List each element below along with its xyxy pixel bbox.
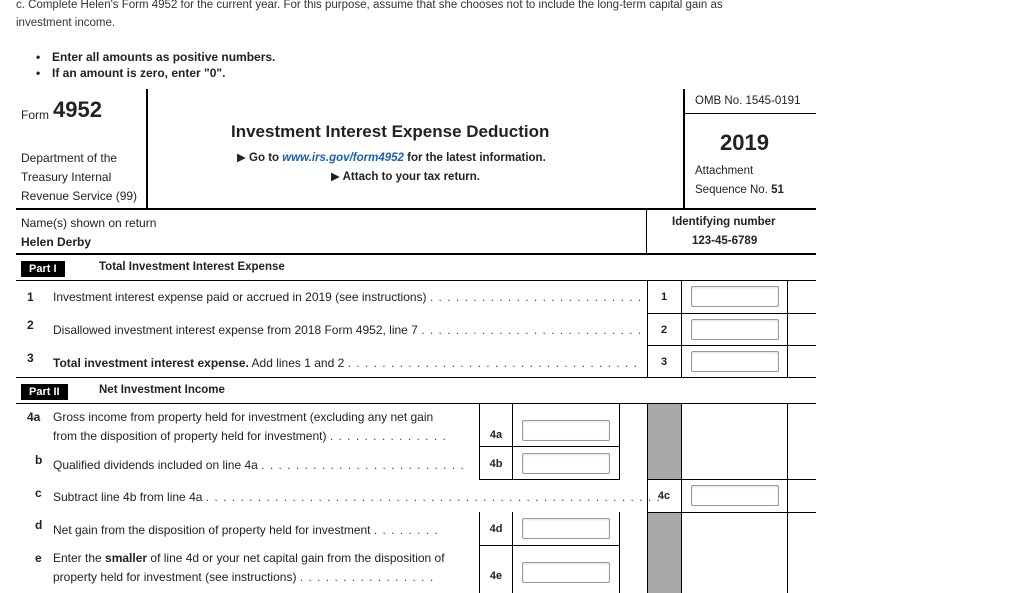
line-4d-text: Net gain from the disposition of property held for investment . . . . . . . .	[53, 523, 439, 537]
line-4c-box-label: 4c	[657, 490, 671, 502]
part2-col-divider-c	[787, 404, 788, 593]
part1-row-rule-2	[647, 345, 816, 346]
line-4b-amount-input[interactable]	[522, 453, 610, 474]
header-bottom-rule	[16, 208, 816, 210]
prompt-text	[16, 0, 723, 11]
line-4c-text: Subtract line 4b from line 4a . . . . . . . . . . . . . . . . . . . . . . . . . . . . . . . . . . . . . . . . . . . . . . . . . . . . .	[53, 490, 661, 504]
form-title: Investment Interest Expense Deduction	[231, 122, 550, 141]
id-number: 123-45-6789	[692, 235, 758, 247]
line-4d-box-label: 4d	[489, 523, 503, 535]
line-3-text: Total investment interest expense. Add lines 1 and 2 . . . . . . . . . . . . . . . . . . . . . . . . . . . . . . . . . .	[53, 356, 638, 370]
sequence-number: Sequence No. 51	[695, 184, 784, 196]
line-4e-text-2: property held for investment (see instructions) . . . . . . . . . . . . . . . .	[53, 570, 435, 584]
part1-badge: Part I	[21, 261, 65, 277]
tax-year: 2019	[720, 130, 769, 155]
line-2-number: 2	[27, 318, 34, 332]
line-2-amount-input[interactable]	[691, 319, 779, 340]
part2-inner-col-c-bottom	[619, 512, 620, 593]
line-2-box-label: 2	[660, 324, 668, 336]
line-4b-text: Qualified dividends included on line 4a . . . . . . . . . . . . . . . . . . . . . . . .	[53, 458, 465, 472]
id-label: Identifying number	[672, 216, 776, 228]
part2-title: Net Investment Income	[99, 384, 225, 396]
line-4c-amount-input[interactable]	[691, 485, 779, 506]
part2-inner-rule-4a	[479, 446, 619, 447]
line-3-amount-input[interactable]	[691, 351, 779, 372]
part1-col-divider-b	[681, 281, 682, 378]
line-4a-text-1: Gross income from property held for investment (excluding any net gain	[53, 410, 434, 424]
omb-divider	[683, 113, 816, 114]
line-1-amount-input[interactable]	[691, 286, 779, 307]
part2-inner-col-c-top	[619, 404, 620, 480]
line-1-text: Investment interest expense paid or accrued in 2019 (see instructions) . . . . . . . . . . . . . . . . . . . . . . . . .	[53, 290, 643, 304]
line-4a-text-2: from the disposition of property held for investment) . . . . . . . . . . . . . .	[53, 429, 447, 443]
part2-inner-rule-4b	[479, 479, 619, 480]
part2-header-rule	[16, 403, 816, 404]
name-row-bottom-rule	[16, 253, 816, 255]
name-label: Name(s) shown on return	[21, 216, 157, 230]
header-divider-left	[146, 89, 148, 209]
line-4b-box-label: 4b	[489, 458, 503, 470]
part2-badge: Part II	[21, 384, 68, 400]
goto-line: ▶ Go to www.irs.gov/form4952 for the latest information.	[237, 152, 546, 164]
line-4d-number: d	[35, 518, 43, 532]
line-4e-number: e	[35, 551, 42, 565]
name-row-divider	[646, 209, 647, 254]
form-number: 4952	[53, 97, 102, 122]
line-4d-amount-input[interactable]	[522, 518, 610, 539]
line-3-number: 3	[27, 351, 34, 365]
header-divider-right	[683, 89, 685, 209]
line-4a-number: 4a	[27, 410, 41, 424]
line-3-box-label: 3	[660, 356, 668, 368]
line-4e-text-1: Enter the smaller of line 4d or your net capital gain from the disposition of	[53, 551, 445, 565]
attachment-label: Attachment	[695, 165, 754, 177]
part2-inner-col-b-bottom	[512, 512, 513, 593]
omb-number: OMB No. 1545-0191	[695, 95, 801, 107]
dept-line-2: Treasury Internal	[21, 170, 112, 184]
prompt-line-2: investment income.	[16, 17, 116, 29]
attach-line: ▶ Attach to your tax return.	[331, 171, 480, 183]
taxpayer-name: Helen Derby	[21, 235, 92, 249]
part2-inner-rule-4d	[479, 545, 619, 546]
line-1-box-label: 1	[660, 291, 668, 303]
part1-row-rule-1	[647, 313, 816, 314]
line-4e-box-label: 4e	[489, 570, 503, 582]
part1-bottom-rule	[16, 377, 816, 378]
bullet-zero-amounts: • If an amount is zero, enter "0".	[52, 66, 225, 80]
form-prefix: Form	[21, 108, 49, 122]
dept-line-3: Revenue Service (99)	[21, 189, 138, 203]
part1-col-divider-c	[787, 281, 788, 378]
part1-title: Total Investment Interest Expense	[99, 261, 285, 273]
shaded-cell-4a-4b	[648, 404, 681, 479]
line-4c-number: c	[35, 486, 42, 500]
prompt-line-1: c. Complete Helen's Form 4952 for the current year. For this purpose, assume that she chooses not to include the long-term capital gain as	[16, 0, 723, 11]
line-4a-box-label: 4a	[489, 429, 503, 441]
dept-line-1: Department of the	[21, 151, 118, 165]
part2-row-rule-4c-top	[647, 479, 816, 480]
line-4b-number: b	[35, 453, 43, 467]
bullet-positive-numbers: • Enter all amounts as positive numbers.	[52, 50, 275, 64]
shaded-cell-4d-4e	[648, 513, 681, 593]
part2-col-divider-b	[681, 404, 682, 593]
line-4e-amount-input[interactable]	[522, 562, 610, 583]
line-1-number: 1	[27, 290, 34, 304]
line-2-text: Disallowed investment interest expense from 2018 Form 4952, line 7 . . . . . . . . . . . . . . . . . . . . . . . . . .	[53, 323, 643, 337]
part2-inner-col-b-top	[512, 404, 513, 480]
line-4a-amount-input[interactable]	[522, 420, 610, 441]
irs-form-link[interactable]: www.irs.gov/form4952	[282, 152, 404, 164]
part1-header-rule	[16, 280, 816, 281]
